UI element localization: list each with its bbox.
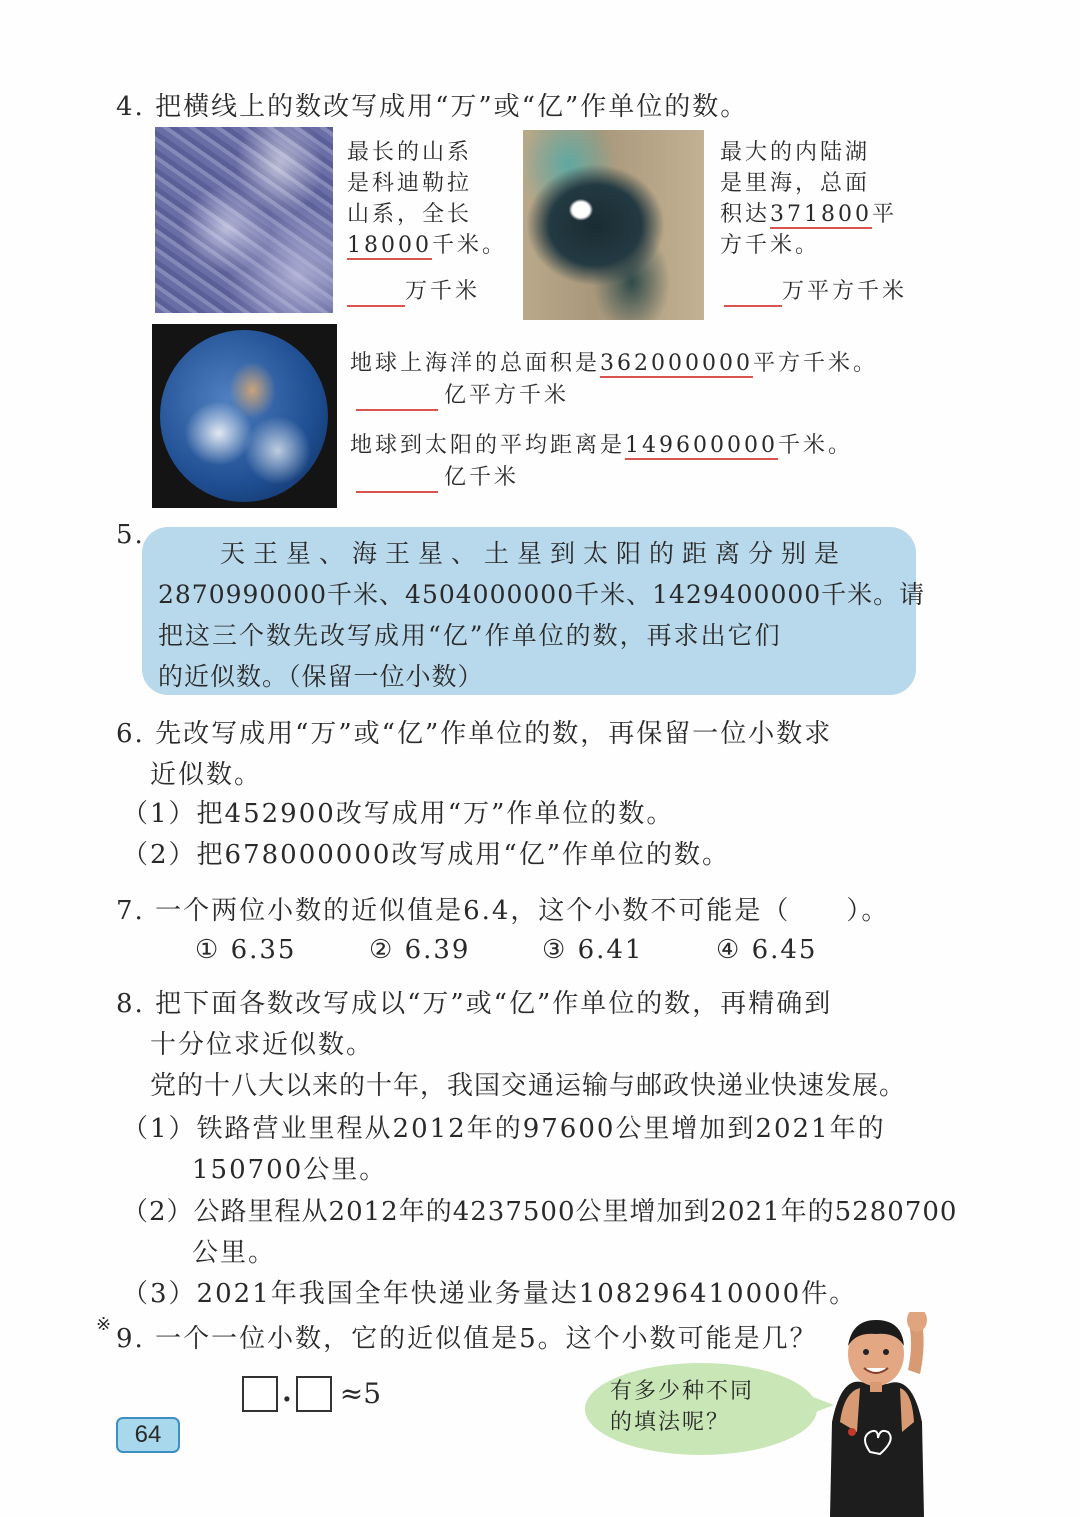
mountain-answer-blank[interactable] bbox=[347, 281, 405, 307]
sun-distance-answer bbox=[356, 462, 519, 493]
q9-stem: 9. 一个一位小数，它的近似值是5。这个小数可能是几？ bbox=[116, 1324, 818, 1354]
mountain-line-1: 最长的山系 bbox=[347, 140, 473, 165]
mountain-text bbox=[347, 137, 507, 261]
q7-option-4: ④ 6.45 bbox=[716, 935, 818, 965]
sun-answer-unit: 亿千米 bbox=[444, 465, 520, 490]
q8-item-2b: 公里。 bbox=[192, 1238, 277, 1268]
mountain-line-4 bbox=[347, 230, 507, 261]
q9-expression bbox=[242, 1375, 381, 1412]
q8-item-1a: （1）铁路营业里程从2012年的97600公里增加到2021年的 bbox=[122, 1114, 886, 1144]
q7-option-1: ① 6.35 bbox=[195, 935, 297, 965]
q5-line-3: 把这三个数先改写成用“亿”作单位的数，再求出它们 bbox=[158, 621, 782, 650]
lake-line-1: 最大的内陆湖 bbox=[720, 140, 871, 165]
q5-number: 5. bbox=[116, 520, 145, 550]
earth-globe bbox=[160, 330, 328, 502]
q9-decimal-point: . bbox=[282, 1375, 292, 1408]
mountain-unit: 千米。 bbox=[432, 233, 508, 258]
speech-line-1: 有多少种不同 bbox=[610, 1379, 755, 1404]
mountain-number: 18000 bbox=[347, 233, 432, 258]
lake-answer bbox=[724, 276, 907, 307]
lake-line-4: 方千米。 bbox=[720, 233, 821, 258]
q6-line-1: 6. 先改写成用“万”或“亿”作单位的数，再保留一位小数求 bbox=[116, 719, 833, 749]
ocean-answer-blank[interactable] bbox=[356, 385, 438, 411]
lake-text bbox=[720, 137, 897, 261]
q4-title: 4. 把横线上的数改写成用“万”或“亿”作单位的数。 bbox=[116, 92, 749, 122]
speech-line-2: 的填法呢？ bbox=[610, 1410, 731, 1435]
page-number: 64 bbox=[116, 1417, 180, 1453]
ocean-answer bbox=[356, 380, 569, 411]
mountain-line-2: 是科迪勒拉 bbox=[347, 171, 473, 196]
q5-line-4: 的近似数。（保留一位小数） bbox=[158, 662, 484, 691]
mountain-answer-unit: 万千米 bbox=[405, 279, 481, 304]
q5-line-1: 天王星、海王星、土星到太阳的距离分别是 bbox=[220, 539, 848, 568]
ocean-text: 地球上海洋的总面积是362000000平方千米。 bbox=[350, 351, 879, 376]
q8-intro: 党的十八大以来的十年，我国交通运输与邮政快递业快速发展。 bbox=[150, 1071, 907, 1101]
q8-line-1: 8. 把下面各数改写成以“万”或“亿”作单位的数，再精确到 bbox=[116, 989, 833, 1019]
q6-line-2: 近似数。 bbox=[150, 760, 263, 790]
lake-answer-blank[interactable] bbox=[724, 281, 782, 307]
mountain-answer bbox=[347, 276, 480, 307]
q6-item-1: （1）把452900改写成用“万”作单位的数。 bbox=[122, 799, 675, 829]
q9-optional-mark: ※ bbox=[96, 1314, 112, 1335]
q6-item-2: （2）把678000000改写成用“亿”作单位的数。 bbox=[122, 840, 731, 870]
lake-line-2: 是里海，总面 bbox=[720, 171, 871, 196]
q7-stem: 7. 一个两位小数的近似值是6.4，这个小数不可能是（ ）。 bbox=[116, 896, 890, 926]
mountain-photo bbox=[155, 127, 333, 313]
q8-line-2: 十分位求近似数。 bbox=[150, 1030, 375, 1060]
caspian-sea-photo bbox=[523, 130, 704, 320]
q5-line-2: 2870990000千米、4504000000千米、1429400000千米。请 bbox=[158, 580, 926, 609]
lake-line-3: 积达371800平 bbox=[720, 202, 898, 227]
q9-box-tenths[interactable] bbox=[296, 1376, 332, 1412]
q5-text bbox=[158, 533, 925, 697]
q8-item-2a: （2）公路里程从2012年的4237500公里增加到2021年的5280700 bbox=[122, 1197, 958, 1227]
sun-answer-blank[interactable] bbox=[356, 467, 438, 493]
ocean-answer-unit: 亿平方千米 bbox=[444, 383, 570, 408]
lake-number: 371800 bbox=[770, 202, 872, 227]
earth-photo bbox=[152, 324, 337, 508]
lake-answer-unit: 万平方千米 bbox=[782, 279, 908, 304]
q9-approx: ≈5 bbox=[339, 1377, 382, 1410]
mountain-line-3: 山系，全长 bbox=[347, 202, 473, 227]
q7-option-3: ③ 6.41 bbox=[542, 935, 644, 965]
q7-option-2: ② 6.39 bbox=[369, 935, 471, 965]
q8-item-3: （3）2021年我国全年快递业务量达108296410000件。 bbox=[122, 1279, 858, 1309]
q9-box-ones[interactable] bbox=[242, 1376, 278, 1412]
sun-distance-text: 地球到太阳的平均距离是149600000千米。 bbox=[350, 433, 854, 458]
speech-text bbox=[610, 1376, 754, 1438]
ocean-number: 362000000 bbox=[600, 351, 753, 376]
sun-distance-number: 149600000 bbox=[625, 433, 778, 458]
q8-item-1b: 150700公里。 bbox=[192, 1155, 388, 1185]
waving-boy-illustration bbox=[812, 1312, 982, 1517]
